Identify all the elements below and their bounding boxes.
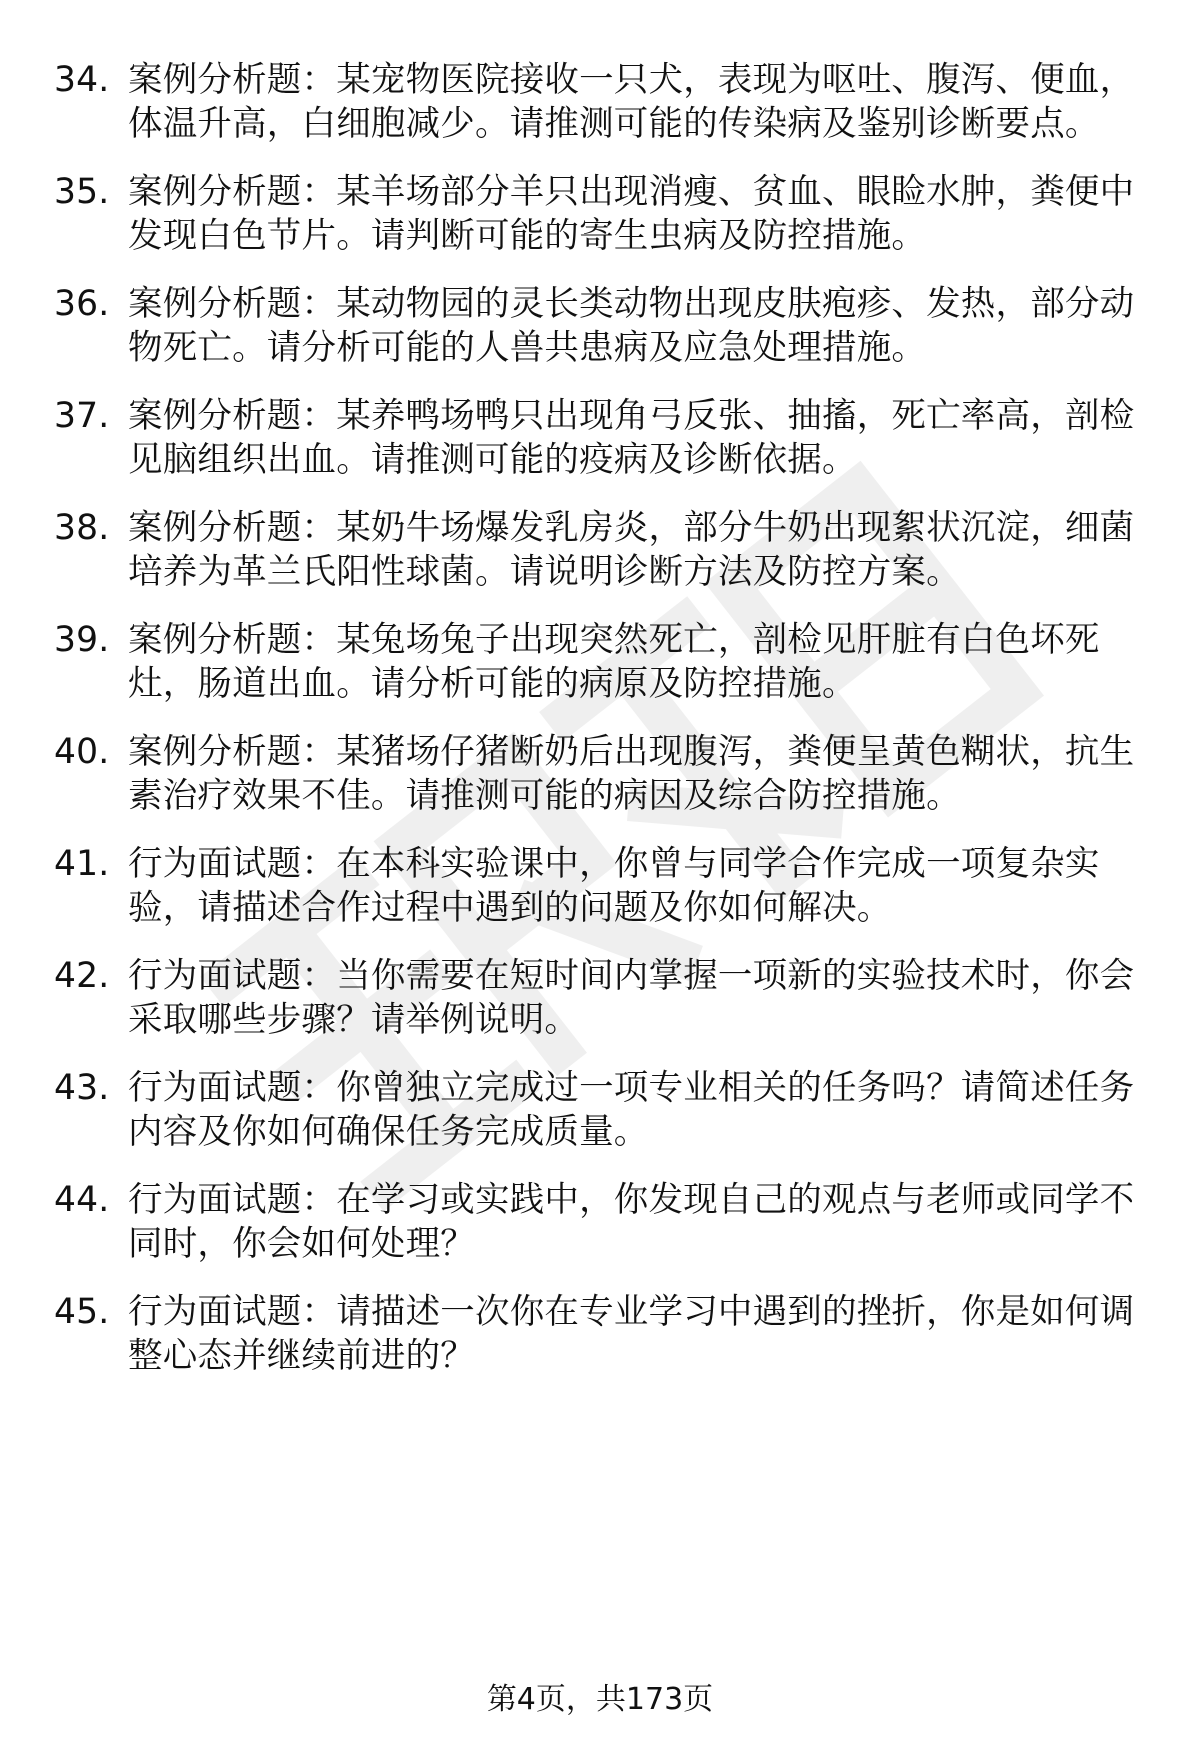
question-item	[0, 170, 1136, 258]
question-number: 41.	[54, 844, 110, 884]
question-text: 案例分析题：某动物园的灵长类动物出现皮肤疱疹、发热，部分动物死亡。请分析可能的人兽共患病及应急处理措施。	[128, 284, 1135, 368]
question-number: 42.	[54, 956, 110, 996]
question-item	[0, 394, 1136, 482]
question-number: 37.	[54, 396, 110, 436]
question-list	[0, 58, 1200, 1402]
question-item	[0, 1178, 1136, 1266]
question-number: 43.	[54, 1068, 110, 1108]
question-item	[0, 954, 1136, 1042]
question-item	[0, 1066, 1136, 1154]
question-text: 案例分析题：某养鸭场鸭只出现角弓反张、抽搐，死亡率高，剖检见脑组织出血。请推测可能的疫病及诊断依据。	[128, 396, 1135, 480]
question-item	[0, 282, 1136, 370]
question-text: 行为面试题：在学习或实践中，你发现自己的观点与老师或同学不同时，你会如何处理？	[128, 1180, 1135, 1264]
question-item	[0, 842, 1136, 930]
question-item	[0, 730, 1136, 818]
page-footer: 第4页，共173页	[486, 1682, 714, 1717]
question-item	[0, 618, 1136, 706]
question-number: 38.	[54, 508, 110, 548]
question-number: 45.	[54, 1292, 110, 1332]
question-text: 行为面试题：你曾独立完成过一项专业相关的任务吗？请简述任务内容及你如何确保任务完成质量。	[128, 1068, 1135, 1152]
question-item	[0, 58, 1136, 146]
question-number: 35.	[54, 172, 110, 212]
question-item	[0, 506, 1136, 594]
question-number: 36.	[54, 284, 110, 324]
question-text: 案例分析题：某宠物医院接收一只犬，表现为呕吐、腹泻、便血，体温升高，白细胞减少。请推测可能的传染病及鉴别诊断要点。	[128, 60, 1135, 144]
question-text: 案例分析题：某兔场兔子出现突然死亡，剖检见肝脏有白色坏死灶，肠道出血。请分析可能的病原及防控措施。	[128, 620, 1100, 704]
question-item	[0, 1290, 1136, 1378]
question-text: 案例分析题：某羊场部分羊只出现消瘦、贫血、眼睑水肿，粪便中发现白色节片。请判断可能的寄生虫病及防控措施。	[128, 172, 1135, 256]
question-number: 40.	[54, 732, 110, 772]
question-number: 39.	[54, 620, 110, 660]
question-text: 行为面试题：当你需要在短时间内掌握一项新的实验技术时，你会采取哪些步骤？请举例说明。	[128, 956, 1135, 1040]
question-number: 34.	[54, 60, 110, 100]
question-text: 案例分析题：某猪场仔猪断奶后出现腹泻，粪便呈黄色糊状，抗生素治疗效果不佳。请推测可能的病因及综合防控措施。	[128, 732, 1135, 816]
question-text: 行为面试题：在本科实验课中，你曾与同学合作完成一项复杂实验，请描述合作过程中遇到的问题及你如何解决。	[128, 844, 1100, 928]
question-text: 行为面试题：请描述一次你在专业学习中遇到的挫折，你是如何调整心态并继续前进的？	[128, 1292, 1135, 1376]
question-text: 案例分析题：某奶牛场爆发乳房炎，部分牛奶出现絮状沉淀，细菌培养为革兰氏阳性球菌。请说明诊断方法及防控方案。	[128, 508, 1135, 592]
question-number: 44.	[54, 1180, 110, 1220]
